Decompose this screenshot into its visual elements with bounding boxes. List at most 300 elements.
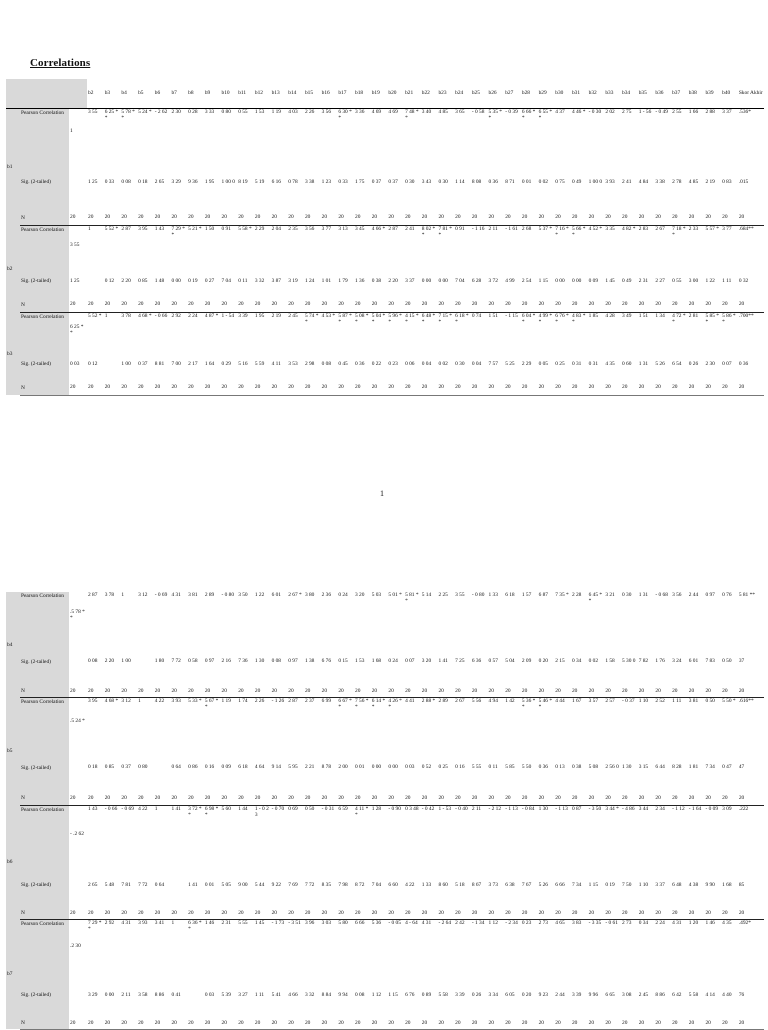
cell-value: 20 bbox=[421, 1017, 438, 1029]
cell-value: 3 20 bbox=[354, 592, 371, 638]
cell-value: 8 72 bbox=[354, 863, 371, 907]
cell-value: 5 24 * bbox=[137, 108, 154, 154]
cell-value: 2 04 bbox=[271, 225, 288, 265]
cell-value: 7 50 bbox=[621, 863, 638, 907]
cell-value: 20 bbox=[237, 907, 254, 919]
cell-value: 2 56 0 bbox=[604, 744, 621, 791]
cell-value: 2 09 bbox=[521, 638, 538, 685]
cell-value: 20 bbox=[87, 907, 104, 919]
cell-value: 3 55 bbox=[69, 225, 87, 265]
cell-value: 7 29 ** bbox=[87, 919, 104, 973]
cell-value: 20 bbox=[387, 907, 404, 919]
cell-value: 2 30 bbox=[170, 108, 187, 154]
cell-value: 20 bbox=[621, 297, 638, 312]
cell-value: 8 35 bbox=[321, 863, 338, 907]
cell-value: 1 10 bbox=[638, 697, 655, 744]
cell-value: 7 04 bbox=[371, 863, 388, 907]
cell-value: 1 79 bbox=[337, 265, 354, 297]
cell-value: 20 bbox=[120, 1017, 137, 1029]
cell-value: 20 bbox=[738, 297, 764, 312]
cell-value: 20 bbox=[371, 210, 388, 225]
cell-value: 20 bbox=[170, 297, 187, 312]
column-header: b39 bbox=[704, 79, 721, 108]
cell-value: 20 bbox=[404, 210, 421, 225]
cell-value: 0 37 bbox=[120, 744, 137, 791]
cell-value: 6 65 bbox=[604, 973, 621, 1017]
cell-value: 7 72 bbox=[170, 638, 187, 685]
cell-value: 1 12 bbox=[488, 919, 505, 973]
cell-value: 4 65 bbox=[554, 919, 571, 973]
cell-value: 20 bbox=[471, 1017, 488, 1029]
column-header: b7 bbox=[170, 79, 187, 108]
cell-value: 20 bbox=[421, 907, 438, 919]
cell-value: 20 bbox=[204, 685, 221, 697]
cell-value: 20 bbox=[69, 1017, 87, 1029]
cell-value: 37 bbox=[738, 638, 764, 685]
cell-value: 5 80 bbox=[337, 919, 354, 973]
cell-value: 20 bbox=[221, 1017, 238, 1029]
cell-value: 20 bbox=[87, 685, 104, 697]
cell-value: 8 19 bbox=[237, 154, 254, 210]
cell-value: 5 58 * bbox=[237, 225, 254, 265]
cell-value: 2 16 bbox=[221, 638, 238, 685]
cell-value: 2 11 bbox=[120, 973, 137, 1017]
cell-value: 4 22 bbox=[154, 697, 171, 744]
cell-value: 1 25 bbox=[87, 154, 104, 210]
cell-value: 20 bbox=[621, 791, 638, 805]
variable-label: b5 bbox=[6, 697, 20, 805]
row-label-n: N bbox=[20, 1017, 69, 1029]
cell-value: 20 bbox=[271, 907, 288, 919]
cell-value: 20 bbox=[437, 1017, 454, 1029]
cell-value: 5 74 ** bbox=[304, 312, 321, 348]
cell-value: 0 64 bbox=[170, 744, 187, 791]
cell-value: 20 bbox=[504, 1017, 521, 1029]
cell-value: 20 bbox=[437, 907, 454, 919]
cell-value: 3 81 bbox=[187, 592, 204, 638]
cell-value: 85 bbox=[738, 863, 764, 907]
cell-value: 20 bbox=[354, 907, 371, 919]
cell-value: 3 40 bbox=[421, 108, 438, 154]
cell-value: 0 55 bbox=[237, 108, 254, 154]
column-header: b31 bbox=[571, 79, 588, 108]
cell-value: 20 bbox=[221, 380, 238, 395]
cell-value: 20 bbox=[538, 907, 555, 919]
cell-value: 20 bbox=[554, 210, 571, 225]
cell-value: 4 31 bbox=[120, 919, 137, 973]
cell-value: 20 bbox=[654, 791, 671, 805]
cell-value: 20 bbox=[571, 907, 588, 919]
cell-value: - 2 34 bbox=[504, 919, 521, 973]
cell-value: 1 34 bbox=[654, 312, 671, 348]
cell-value: 0 76 bbox=[721, 592, 738, 638]
cell-value: - 4 86 bbox=[621, 805, 638, 863]
cell-value: 20 bbox=[237, 1017, 254, 1029]
cell-value: 3 77 bbox=[721, 225, 738, 265]
cell-value: 3 32 bbox=[304, 973, 321, 1017]
cell-value: 20 bbox=[521, 297, 538, 312]
cell-value: 0 34 bbox=[571, 638, 588, 685]
cell-value: 0 08 bbox=[87, 638, 104, 685]
cell-value: 20 bbox=[604, 297, 621, 312]
cell-value: 2 87 bbox=[387, 225, 404, 265]
cell-value: 0 02 bbox=[538, 154, 555, 210]
cell-value: 20 bbox=[671, 1017, 688, 1029]
cell-value: 20 bbox=[688, 685, 705, 697]
cell-value: 4 84 bbox=[638, 154, 655, 210]
cell-value: 20 bbox=[588, 685, 605, 697]
cell-value: 20 bbox=[304, 685, 321, 697]
cell-value: 2 26 bbox=[254, 697, 271, 744]
cell-value: 4 83 ** bbox=[571, 312, 588, 348]
cell-value: - 0 42 bbox=[421, 805, 438, 863]
column-header: b9 bbox=[204, 79, 221, 108]
row-label-n: N bbox=[20, 791, 69, 805]
cell-value bbox=[104, 348, 121, 380]
cell-value: 20 bbox=[671, 907, 688, 919]
cell-value: 20 bbox=[488, 380, 505, 395]
cell-value: 0 29 bbox=[221, 348, 238, 380]
cell-value: 5 16 bbox=[237, 348, 254, 380]
cell-value: 0 38 bbox=[371, 265, 388, 297]
variable-label: b1 bbox=[6, 108, 20, 225]
cell-value: 20 bbox=[387, 210, 404, 225]
cell-value: 7 72 bbox=[137, 863, 154, 907]
cell-value: 4 31 bbox=[671, 919, 688, 973]
cell-value: 2 02 bbox=[604, 108, 621, 154]
cell-value: 6 48 bbox=[671, 863, 688, 907]
cell-value: 4 40 bbox=[721, 973, 738, 1017]
cell-value: 5 81 ** bbox=[404, 592, 421, 638]
cell-value: - 0 69 bbox=[120, 805, 137, 863]
cell-value: 3 33 bbox=[204, 108, 221, 154]
cell-value: 2 65 bbox=[154, 154, 171, 210]
cell-value: 4 52 * bbox=[588, 225, 605, 265]
cell-value: 0 02 bbox=[437, 348, 454, 380]
cell-value: 0 07 bbox=[721, 348, 738, 380]
cell-value: 20 bbox=[321, 685, 338, 697]
cell-value: 4 44 bbox=[554, 697, 571, 744]
column-header: b12 bbox=[254, 79, 271, 108]
cell-value: 0 49 bbox=[621, 265, 638, 297]
cell-value: - 0 49 bbox=[654, 108, 671, 154]
cell-value: 1 30 bbox=[254, 638, 271, 685]
table-row bbox=[6, 312, 764, 348]
column-header: b5 bbox=[137, 79, 154, 108]
cell-value: 1 41 bbox=[170, 805, 187, 863]
cell-value bbox=[69, 744, 87, 791]
table-row bbox=[6, 154, 764, 210]
cell-value: 20 bbox=[421, 685, 438, 697]
cell-value: 3 58 bbox=[137, 973, 154, 1017]
cell-value: 2 25 bbox=[437, 592, 454, 638]
cell-value: 20 bbox=[187, 907, 204, 919]
cell-value: - 0 80 bbox=[221, 592, 238, 638]
cell-value: - 3 35 bbox=[588, 919, 605, 973]
cell-value: 20 bbox=[421, 791, 438, 805]
cell-value: 3 35 bbox=[604, 225, 621, 265]
cell-value: 20 bbox=[170, 210, 187, 225]
cell-value: 0 00 bbox=[170, 265, 187, 297]
column-header: b3 bbox=[104, 79, 121, 108]
cell-value: 3 37 bbox=[654, 863, 671, 907]
cell-value: - 0 68 bbox=[654, 592, 671, 638]
cell-value: 20 bbox=[354, 685, 371, 697]
cell-value: 2 33 bbox=[688, 225, 705, 265]
cell-value: 3 43 bbox=[421, 154, 438, 210]
cell-value: 5 52 * bbox=[87, 312, 104, 348]
cell-value: 20 bbox=[69, 380, 87, 395]
cell-value: 1 00 bbox=[120, 638, 137, 685]
cell-value: 0 30 bbox=[404, 154, 421, 210]
cell-value: 2 73 bbox=[538, 919, 555, 973]
cell-value: 0 11 bbox=[488, 744, 505, 791]
cell-value: 20 bbox=[87, 1017, 104, 1029]
cell-value: 2 89 bbox=[437, 697, 454, 744]
column-header: b26 bbox=[488, 79, 505, 108]
cell-value: 4 11 bbox=[271, 348, 288, 380]
cell-value: 20 bbox=[471, 907, 488, 919]
cell-value: 2 67 * bbox=[287, 592, 304, 638]
row-label-n: N bbox=[20, 210, 69, 225]
column-header: b4 bbox=[120, 79, 137, 108]
cell-value: 5 04 ** bbox=[371, 312, 388, 348]
cell-value: 8 84 bbox=[321, 973, 338, 1017]
cell-value: 4 68 * bbox=[104, 697, 121, 744]
cell-value: 2 92 bbox=[170, 312, 187, 348]
cell-value: 4 99 bbox=[504, 265, 521, 297]
cell-value: 20 bbox=[488, 907, 505, 919]
cell-value: 3 45 bbox=[354, 225, 371, 265]
cell-value: 1 67 bbox=[571, 697, 588, 744]
cell-value: 5 78 ** bbox=[120, 108, 137, 154]
cell-value: 2 24 bbox=[187, 312, 204, 348]
cell-value: 8 28 bbox=[671, 744, 688, 791]
cell-value: 5 85 bbox=[504, 744, 521, 791]
cell-value: - 1 26 bbox=[271, 697, 288, 744]
cell-value: 8 78 bbox=[321, 744, 338, 791]
cell-value: 4 03 bbox=[287, 108, 304, 154]
cell-value: 4 53 * bbox=[321, 312, 338, 348]
cell-value: 0 60 bbox=[621, 348, 638, 380]
cell-value: 20 bbox=[137, 210, 154, 225]
cell-value: 6 16 bbox=[271, 154, 288, 210]
column-header: b30 bbox=[554, 79, 571, 108]
cell-value: 20 bbox=[621, 380, 638, 395]
variable-label: b2 bbox=[6, 225, 20, 312]
cell-value: 0 00 bbox=[571, 265, 588, 297]
cell-value: 2 35 bbox=[287, 225, 304, 265]
cell-value: 6 54 bbox=[671, 348, 688, 380]
cell-value: 3 12 bbox=[137, 592, 154, 638]
cell-value: 6 38 bbox=[504, 863, 521, 907]
cell-value: 0 30 bbox=[621, 592, 638, 638]
cell-value: 5 19 bbox=[254, 154, 271, 210]
cell-value: 1 48 bbox=[154, 265, 171, 297]
cell-value: 20 bbox=[154, 1017, 171, 1029]
row-label-n: N bbox=[20, 907, 69, 919]
cell-value: 20 bbox=[237, 297, 254, 312]
cell-value: 1 80 bbox=[154, 638, 171, 685]
cell-value: 0 33 bbox=[104, 154, 121, 210]
cell-value: 0 24 bbox=[337, 592, 354, 638]
cell-value: 20 bbox=[154, 380, 171, 395]
column-header: b10 bbox=[221, 79, 238, 108]
cell-value: 0 36 bbox=[354, 348, 371, 380]
cell-value: 0 16 bbox=[204, 744, 221, 791]
cell-value: 20 bbox=[221, 685, 238, 697]
cell-value: 20 bbox=[69, 210, 87, 225]
cell-value: 20 bbox=[69, 791, 87, 805]
cell-value: 20 bbox=[337, 380, 354, 395]
cell-value: 20 bbox=[371, 907, 388, 919]
cell-value: 9 36 bbox=[187, 154, 204, 210]
cell-value: 20 bbox=[204, 297, 221, 312]
cell-value: 3 73 bbox=[488, 863, 505, 907]
cell-value: 3 80 bbox=[304, 592, 321, 638]
cell-value: 20 bbox=[504, 210, 521, 225]
cell-value: 20 bbox=[571, 210, 588, 225]
cell-value: 0 80 bbox=[137, 744, 154, 791]
cell-value: 2 36 bbox=[321, 592, 338, 638]
cell-value: 0 00 bbox=[437, 265, 454, 297]
cell-value: 7 00 bbox=[170, 348, 187, 380]
cell-value: 7 98 bbox=[337, 863, 354, 907]
cell-value: 0 97 bbox=[704, 592, 721, 638]
cell-value: 1 30 bbox=[538, 805, 555, 863]
cell-value: 0 03 bbox=[204, 973, 221, 1017]
cell-value: 1 00 0 bbox=[221, 154, 238, 210]
cell-value: 8 86 bbox=[154, 973, 171, 1017]
cell-value: 2 54 bbox=[521, 265, 538, 297]
cell-value: 20 bbox=[588, 791, 605, 805]
cell-value: 20 bbox=[204, 791, 221, 805]
column-header: b2 bbox=[87, 79, 104, 108]
cell-value: 3 83 bbox=[571, 919, 588, 973]
cell-value: 0 55 bbox=[671, 265, 688, 297]
column-header: b15 bbox=[304, 79, 321, 108]
cell-value: 20 bbox=[371, 297, 388, 312]
row-label-sig: Sig. (2-tailed) bbox=[20, 973, 69, 1017]
cell-value: 4 68 * bbox=[137, 312, 154, 348]
cell-value: 1 - 0 23 bbox=[254, 805, 271, 863]
cell-value: 0 05 bbox=[538, 348, 555, 380]
cell-value: 20 bbox=[287, 1017, 304, 1029]
cell-value: 20 bbox=[621, 210, 638, 225]
cell-value: 20 bbox=[120, 907, 137, 919]
cell-value: .700** bbox=[738, 312, 764, 348]
cell-value: 7 36 bbox=[237, 638, 254, 685]
cell-value: 20 bbox=[488, 1017, 505, 1029]
cell-value: 20 bbox=[137, 380, 154, 395]
column-header: b36 bbox=[654, 79, 671, 108]
cell-value: 8 02 ** bbox=[421, 225, 438, 265]
header-corner-cell bbox=[69, 79, 87, 108]
cell-value bbox=[87, 265, 104, 297]
cell-value: 3 49 bbox=[621, 312, 638, 348]
cell-value: 6 55 ** bbox=[538, 108, 555, 154]
cell-value: 3 72 bbox=[488, 265, 505, 297]
cell-value: 0 45 bbox=[337, 348, 354, 380]
cell-value: 5 21 * bbox=[187, 225, 204, 265]
cell-value: 3 56 bbox=[671, 592, 688, 638]
cell-value: 20 bbox=[304, 791, 321, 805]
cell-value: 6 76 bbox=[321, 638, 338, 685]
cell-value: 5 59 bbox=[254, 348, 271, 380]
cell-value: 0 26 bbox=[471, 973, 488, 1017]
row-label-pearson: Pearson Correlation bbox=[20, 312, 69, 348]
cell-value: 20 bbox=[621, 907, 638, 919]
cell-value: 1 38 bbox=[304, 638, 321, 685]
cell-value: 3 39 bbox=[454, 973, 471, 1017]
cell-value: 20 bbox=[571, 791, 588, 805]
cell-value: 0 74 bbox=[471, 312, 488, 348]
cell-value: 4 94 bbox=[488, 697, 505, 744]
cell-value: 1 11 bbox=[671, 697, 688, 744]
cell-value: 7 18 ** bbox=[671, 225, 688, 265]
cell-value: 6 59 bbox=[337, 805, 354, 863]
cell-value: 20 bbox=[204, 1017, 221, 1029]
cell-value: 4 15 ** bbox=[404, 312, 421, 348]
cell-value: 20 bbox=[704, 685, 721, 697]
cell-value: 3 37 bbox=[404, 265, 421, 297]
cell-value: 20 bbox=[554, 685, 571, 697]
cell-value: 0 85 bbox=[137, 265, 154, 297]
cell-value: 2 75 bbox=[621, 108, 638, 154]
cell-value: 8 67 bbox=[471, 863, 488, 907]
cell-value: 20 bbox=[488, 791, 505, 805]
cell-value: 0 09 bbox=[221, 744, 238, 791]
column-header: b23 bbox=[437, 79, 454, 108]
cell-value: 1 74 bbox=[237, 697, 254, 744]
cell-value: 2 17 bbox=[187, 348, 204, 380]
cell-value: 2 57 bbox=[604, 697, 621, 744]
cell-value: 4 14 bbox=[704, 973, 721, 1017]
cell-value: 3 57 bbox=[588, 697, 605, 744]
cell-value: 20 bbox=[254, 791, 271, 805]
cell-value: 20 bbox=[554, 1017, 571, 1029]
cell-value: 2 29 bbox=[254, 225, 271, 265]
cell-value: 20 bbox=[571, 1017, 588, 1029]
cell-value: 2 41 bbox=[621, 154, 638, 210]
cell-value: 1 24 bbox=[304, 265, 321, 297]
cell-value: 5 67 ** bbox=[204, 697, 221, 744]
cell-value: .2 30 bbox=[69, 919, 87, 973]
cell-value: 20 bbox=[638, 791, 655, 805]
cell-value: 9 90 bbox=[704, 863, 721, 907]
cell-value: 3 55 bbox=[454, 592, 471, 638]
cell-value bbox=[187, 973, 204, 1017]
cell-value: - 1 16 bbox=[471, 225, 488, 265]
cell-value: 20 bbox=[538, 1017, 555, 1029]
cell-value: 6 66 bbox=[554, 863, 571, 907]
cell-value: 5 37 * bbox=[538, 225, 555, 265]
cell-value: 20 bbox=[671, 791, 688, 805]
cell-value: 6 05 bbox=[504, 973, 521, 1017]
cell-value: 2 98 bbox=[304, 348, 321, 380]
cell-value: 3 12 bbox=[120, 697, 137, 744]
table-row bbox=[6, 108, 764, 154]
cell-value: 20 bbox=[521, 791, 538, 805]
cell-value: 5 58 bbox=[688, 973, 705, 1017]
cell-value: 1 19 bbox=[271, 108, 288, 154]
column-header: b21 bbox=[404, 79, 421, 108]
cell-value: 76 bbox=[738, 973, 764, 1017]
cell-value: 5 26 bbox=[538, 863, 555, 907]
cell-value: 1 41 bbox=[187, 863, 204, 907]
cell-value: 3 37 bbox=[721, 108, 738, 154]
cell-value bbox=[154, 744, 171, 791]
